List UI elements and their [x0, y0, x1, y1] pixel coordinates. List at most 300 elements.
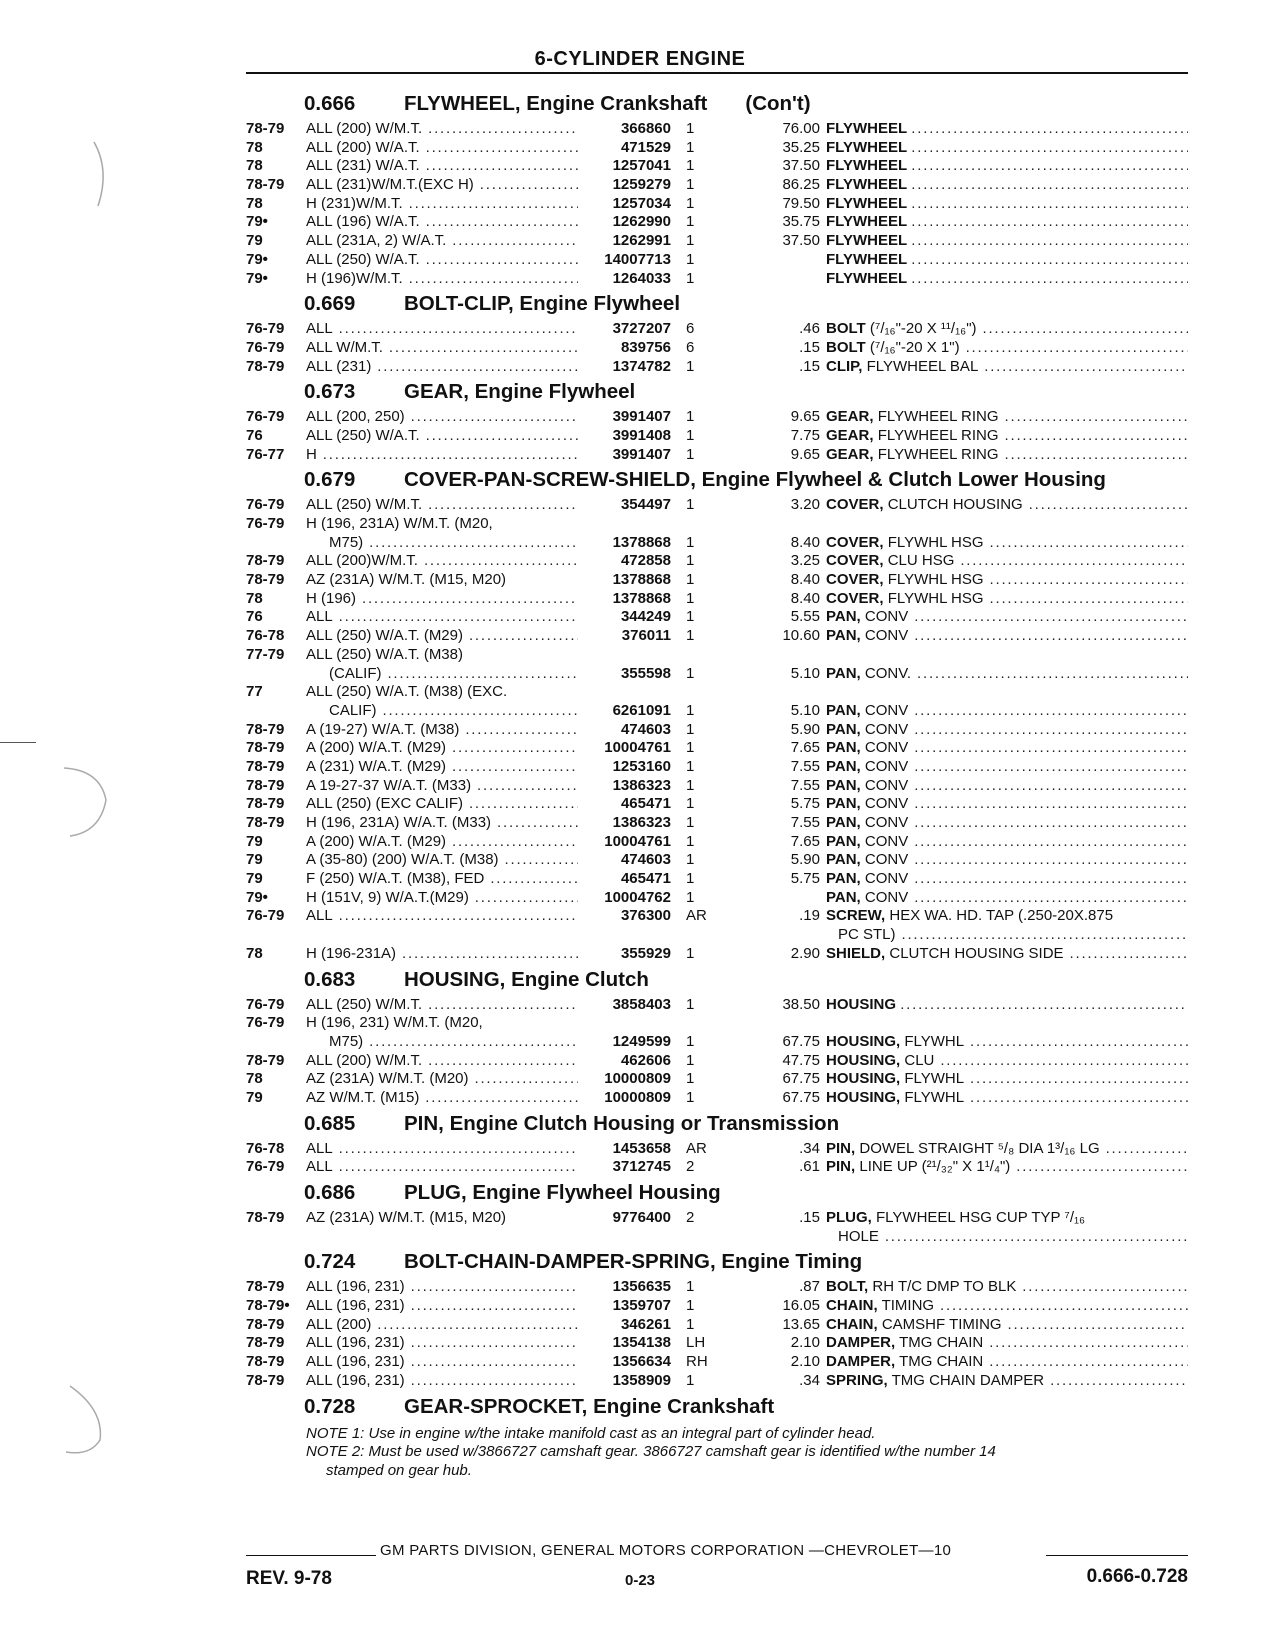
description-detail: FLYWHEEL RING: [877, 445, 999, 463]
model-year: 79: [246, 832, 263, 850]
part-number: 465471: [620, 870, 671, 888]
quantity: 1: [686, 445, 695, 463]
leader-dots: [908, 833, 1188, 850]
description: [826, 889, 1188, 908]
description-name: COVER,: [826, 496, 884, 514]
part-number: 1378868: [612, 589, 671, 607]
quantity: 1: [686, 870, 695, 888]
model-year: 78-79: [246, 120, 285, 137]
description-detail: FLYWHEEL HSG CUP TYP ⁷/₁₆: [876, 1209, 1086, 1226]
section-title-text: BOLT-CHAIN-DAMPER-SPRING, Engine Timing: [404, 1250, 863, 1274]
description-name: HOUSING,: [826, 1032, 901, 1050]
model-year: 76-79: [246, 907, 285, 925]
parts-row: [246, 1353, 1188, 1372]
parts-row: [246, 1278, 1188, 1297]
description: [826, 590, 1188, 609]
description-name: COVER,: [826, 552, 884, 570]
description-name: DAMPER,: [826, 1353, 896, 1371]
application: [306, 683, 578, 702]
parts-row: [246, 213, 1188, 232]
application: [306, 646, 578, 665]
application: [306, 176, 578, 195]
quantity: 1: [686, 608, 695, 626]
description-detail: FLYWHL HSG: [887, 589, 984, 607]
application-text: ALL (200) W/M.T. .....: [306, 1052, 578, 1069]
price: 5.90: [790, 720, 820, 738]
footer-rule-left: [246, 1555, 376, 1556]
application: [306, 627, 578, 646]
price: 16.05: [782, 1297, 820, 1315]
price: 8.40: [790, 533, 820, 551]
application: [306, 889, 578, 908]
parts-row: [246, 795, 1188, 814]
model-year: 78-79: [246, 552, 285, 570]
model-year: 76-78: [246, 1139, 285, 1157]
application: [306, 515, 578, 534]
part-number: 10004761: [604, 832, 671, 850]
description-name: FLYWHEEL: [826, 269, 908, 287]
price: 37.50: [782, 157, 820, 175]
leader-dots: [911, 213, 1188, 230]
parts-row: [246, 320, 1188, 339]
description-name: FLYWHEEL: [826, 176, 908, 194]
model-year: 79: [246, 232, 263, 250]
description-name: COVER,: [826, 571, 884, 589]
description-name: PAN,: [826, 664, 861, 682]
model-year: 76-79: [246, 515, 285, 532]
parts-row: [246, 195, 1188, 214]
part-number: 1386323: [612, 776, 671, 794]
header-rule: [246, 72, 1188, 74]
note-2-continued: stamped on gear hub.: [326, 1461, 472, 1479]
application-text: ALL .....: [306, 320, 578, 337]
leader-dots: [999, 408, 1188, 425]
model-year: 78-79: [246, 571, 285, 589]
model-year: 76-77: [246, 445, 285, 463]
quantity: 1: [686, 1371, 695, 1389]
description: [826, 339, 1188, 358]
application-text: M75) .....: [329, 1033, 578, 1050]
parts-row: [246, 1158, 1188, 1177]
description: [826, 1372, 1188, 1391]
leader-dots: [960, 339, 1188, 356]
application: [306, 1278, 578, 1297]
price: 10.60: [782, 627, 820, 645]
description-name: PAN,: [826, 888, 861, 906]
application: [306, 795, 578, 814]
quantity: 1: [686, 357, 695, 375]
application-text: CALIF) .....: [329, 702, 578, 719]
description: [826, 496, 1188, 515]
application: [306, 739, 578, 758]
model-year: 79•: [246, 250, 268, 268]
description-detail: TIMING: [881, 1297, 935, 1315]
leader-dots: [983, 1334, 1188, 1351]
application-text: ALL (200)W/M.T. .....: [306, 552, 578, 569]
application-text: ALL .....: [306, 608, 578, 625]
application-text: ALL (250) W/M.T. .....: [306, 996, 578, 1013]
application: [306, 1014, 578, 1033]
application-text: H (196) .....: [306, 590, 578, 607]
price: 37.50: [782, 232, 820, 250]
application: [306, 339, 578, 358]
parts-row: [246, 1372, 1188, 1391]
model-year: 79: [246, 870, 263, 888]
part-number: 1249599: [612, 1032, 671, 1050]
part-number: 344249: [620, 608, 671, 626]
description-detail: CONV: [864, 608, 909, 626]
quantity: RH: [686, 1353, 708, 1371]
parts-row: [246, 646, 1188, 665]
description: [826, 358, 1188, 377]
quantity: 1: [686, 194, 695, 212]
application: [306, 320, 578, 339]
part-number: 1354138: [612, 1334, 671, 1352]
description-detail: TMG CHAIN DAMPER: [891, 1371, 1045, 1389]
description-name: PAN,: [826, 701, 861, 719]
model-year: 76: [246, 608, 263, 626]
model-year: 78-79: [246, 1315, 285, 1333]
quantity: 1: [686, 1315, 695, 1333]
price: 8.40: [790, 589, 820, 607]
parts-row: [246, 683, 1188, 702]
price: 5.75: [790, 870, 820, 888]
application-text: ALL .....: [306, 1140, 578, 1157]
description: [826, 833, 1188, 852]
application: [306, 907, 578, 926]
part-number: 3991407: [612, 445, 671, 463]
leader-dots: [908, 795, 1188, 812]
parts-listing: [246, 88, 1188, 1480]
section-number: 0.666: [304, 92, 356, 115]
price: .15: [799, 1209, 820, 1226]
leader-dots: [984, 534, 1188, 551]
part-number: 1378868: [612, 571, 671, 589]
quantity: 1: [686, 739, 695, 757]
price: 67.75: [782, 1032, 820, 1050]
binder-hole-mark: [60, 1380, 120, 1460]
application: [306, 427, 578, 446]
description: [826, 702, 1188, 721]
description: [826, 1297, 1188, 1316]
application-text: H (196, 231A) W/M.T. (M20,: [306, 515, 493, 532]
description-name: SPRING,: [826, 1371, 888, 1389]
application-text: ALL .....: [306, 1158, 578, 1175]
description-name: PAN,: [826, 608, 861, 626]
application: [306, 1297, 578, 1316]
page-number: 0-23: [624, 1572, 656, 1589]
description: [838, 1228, 1188, 1247]
price: 5.10: [790, 701, 820, 719]
price: 5.55: [790, 608, 820, 626]
description-name: HOUSING,: [826, 1051, 901, 1069]
description-name: HOUSING: [826, 995, 897, 1013]
description: [826, 251, 1188, 270]
description-name: PAN,: [826, 627, 861, 645]
application: [329, 1033, 578, 1052]
leader-dots: [911, 120, 1188, 137]
leader-dots: [984, 571, 1188, 588]
section-heading: [246, 376, 1188, 408]
application-text: H .....: [306, 446, 578, 463]
quantity: 1: [686, 176, 695, 194]
description-detail: FLYWHL HSG: [887, 571, 984, 589]
part-number: 1356634: [612, 1353, 671, 1371]
quantity: 1: [686, 426, 695, 444]
application-text: ALL (231) .....: [306, 358, 578, 375]
description: [826, 608, 1188, 627]
model-year: 79•: [246, 888, 268, 906]
description-detail: CLUTCH HOUSING SIDE: [889, 944, 1064, 962]
part-number: 3991407: [612, 408, 671, 426]
description-detail: FLYWHEEL RING: [877, 408, 999, 426]
leader-dots: [911, 665, 1188, 682]
application-text: ALL (196, 231) .....: [306, 1334, 578, 1351]
application: [306, 270, 578, 289]
description: [826, 1209, 1188, 1228]
section-title: [404, 1391, 774, 1423]
price: 3.25: [790, 552, 820, 570]
price: 47.75: [782, 1051, 820, 1069]
application: [306, 496, 578, 515]
leader-dots: [964, 1089, 1188, 1106]
leader-dots: [999, 427, 1188, 444]
leader-dots: [1100, 1140, 1188, 1157]
application-text: ALL (200) W/M.T. .....: [306, 120, 578, 137]
section-title-text: GEAR, Engine Flywheel: [404, 380, 636, 404]
leader-dots: [908, 739, 1188, 756]
description: [826, 1052, 1188, 1071]
part-number: 3991408: [612, 426, 671, 444]
quantity: 1: [686, 1088, 695, 1106]
description: [838, 926, 1188, 945]
model-year: 78-79: [246, 357, 285, 375]
application-text: ALL (231) W/A.T. .....: [306, 157, 578, 174]
application-text: ALL .....: [306, 907, 578, 924]
section-title: [404, 1177, 721, 1209]
parts-row: [246, 721, 1188, 740]
part-number: 6261091: [612, 701, 671, 719]
section-title: [404, 288, 680, 320]
application: [306, 1209, 578, 1228]
parts-row: [246, 665, 1188, 684]
model-year: 76: [246, 426, 263, 444]
description: [826, 157, 1188, 176]
model-year: 78-79: [246, 1278, 285, 1296]
leader-dots: [908, 870, 1188, 887]
parts-row: [246, 739, 1188, 758]
model-year: 78: [246, 944, 263, 962]
description-name: HOUSING,: [826, 1088, 901, 1106]
description-detail: CONV: [864, 720, 909, 738]
section-title: [404, 1246, 862, 1278]
description: [826, 739, 1188, 758]
part-number: 10000809: [604, 1070, 671, 1088]
quantity: 1: [686, 250, 695, 268]
model-year: 78-79: [246, 814, 285, 831]
parts-row: [246, 339, 1188, 358]
part-number: 366860: [620, 120, 671, 137]
leader-dots: [911, 232, 1188, 249]
application: [306, 571, 578, 590]
model-year: 78-79: [246, 1334, 285, 1352]
part-number: 1453658: [612, 1139, 671, 1157]
leader-dots: [954, 552, 1188, 569]
parts-row: [246, 446, 1188, 465]
section-title-text: PLUG, Engine Flywheel Housing: [404, 1181, 721, 1204]
leader-dots: [1064, 945, 1188, 962]
price: 79.50: [782, 194, 820, 212]
section-heading: [246, 1177, 1188, 1209]
section-heading: [246, 88, 1188, 120]
description-name: GEAR,: [826, 426, 874, 444]
description-name: PAN,: [826, 739, 861, 757]
quantity: 1: [686, 888, 695, 906]
price: 13.65: [782, 1315, 820, 1333]
description: [826, 758, 1188, 777]
section-number: 0.679: [304, 468, 356, 492]
application: [306, 251, 578, 270]
price: 7.75: [790, 426, 820, 444]
application: [306, 1372, 578, 1391]
price: 7.55: [790, 757, 820, 775]
parts-row: [246, 814, 1188, 833]
section-title-text: PIN, Engine Clutch Housing or Transmission: [404, 1111, 840, 1135]
leader-dots: [1002, 1316, 1188, 1333]
binder-hole-mark: [92, 140, 112, 210]
leader-dots: [983, 1353, 1188, 1370]
parts-row: [246, 590, 1188, 609]
model-year: 78-79: [246, 795, 285, 813]
parts-row: [246, 889, 1188, 908]
description-detail: TMG CHAIN: [899, 1353, 984, 1371]
quantity: 1: [686, 120, 695, 137]
notes-block: [246, 1425, 1188, 1481]
part-number: 10004762: [604, 888, 671, 906]
leader-dots: [911, 251, 1188, 268]
part-number: 1359707: [612, 1297, 671, 1315]
model-year: 76-79: [246, 408, 285, 426]
description-detail: CONV: [864, 776, 909, 794]
description-detail: TMG CHAIN: [899, 1334, 984, 1352]
description: [826, 320, 1188, 339]
model-year: 78: [246, 157, 263, 175]
application: [306, 777, 578, 796]
description-detail: FLYWHL: [904, 1088, 965, 1106]
part-number: 9776400: [612, 1209, 671, 1226]
section-number: 0.686: [304, 1181, 356, 1204]
application-text: ALL (196, 231) .....: [306, 1297, 578, 1314]
description: [826, 870, 1188, 889]
description-name: PAN,: [826, 814, 861, 831]
application: [306, 157, 578, 176]
parts-row: [246, 758, 1188, 777]
description: [826, 814, 1188, 833]
price: 5.90: [790, 851, 820, 869]
description-name: SCREW,: [826, 907, 886, 925]
part-number: 474603: [620, 720, 671, 738]
part-number: 474603: [620, 851, 671, 869]
parts-row: [246, 996, 1188, 1015]
section-title-text: COVER-PAN-SCREW-SHIELD, Engine Flywheel & Clutch Lower Housing: [404, 468, 1106, 492]
description-detail: FLYWHEEL BAL: [866, 357, 979, 375]
description-name: FLYWHEEL: [826, 232, 908, 250]
leader-dots: [934, 1297, 1188, 1314]
model-year: 79•: [246, 213, 268, 231]
description-name: PAN,: [826, 720, 861, 738]
description-name: PIN,: [826, 1158, 856, 1176]
leader-dots: [934, 1052, 1188, 1069]
description-name: PAN,: [826, 870, 861, 888]
application-text: F (250) W/A.T. (M38), FED .....: [306, 870, 578, 887]
application-text: A (19-27) W/A.T. (M38) .....: [306, 721, 578, 738]
model-year: 78-79: [246, 776, 285, 794]
quantity: 1: [686, 232, 695, 250]
leader-dots: [1044, 1372, 1188, 1389]
parts-row: [246, 851, 1188, 870]
application-text: A (200) W/A.T. (M29) .....: [306, 739, 578, 756]
description: [826, 176, 1188, 195]
description-detail: HOLE: [838, 1227, 879, 1245]
description-detail: FLYWHEEL RING: [877, 426, 999, 444]
model-year: 78-79: [246, 1371, 285, 1389]
application-text: ALL (250) W/A.T. .....: [306, 251, 578, 268]
price: 76.00: [782, 120, 820, 137]
parts-row: [246, 1140, 1188, 1159]
leader-dots: [908, 627, 1188, 644]
quantity: 1: [686, 664, 695, 682]
description-name: PAN,: [826, 851, 861, 869]
part-number: 1257034: [612, 194, 671, 212]
description-name: PLUG,: [826, 1209, 872, 1226]
application: [306, 1089, 578, 1108]
application: [306, 1052, 578, 1071]
description-detail: FLYWHL HSG: [887, 533, 984, 551]
part-number: 10004761: [604, 739, 671, 757]
price: 5.75: [790, 795, 820, 813]
description-name: FLYWHEEL: [826, 138, 908, 156]
section-title: [404, 464, 1106, 496]
parts-row: [246, 408, 1188, 427]
application-text: H (151V, 9) W/A.T.(M29) .....: [306, 889, 578, 906]
note-2: NOTE 2: Must be used w/3866727 camshaft gear. 3866727 camshaft gear is identified w/the number 14: [306, 1443, 996, 1460]
application-text: ALL (196, 231) .....: [306, 1353, 578, 1370]
description-name: GEAR,: [826, 408, 874, 426]
price: 3.20: [790, 496, 820, 514]
price: .34: [799, 1371, 820, 1389]
application-text: ALL (250) W/M.T. .....: [306, 496, 578, 513]
description: [826, 408, 1188, 427]
parts-row: [246, 176, 1188, 195]
model-year: 78: [246, 138, 263, 156]
model-year: 78: [246, 194, 263, 212]
description: [826, 1353, 1188, 1372]
description-detail: DOWEL STRAIGHT ⁵/₈ DIA 1³/₁₆ LG: [859, 1139, 1100, 1157]
model-year: 77: [246, 683, 263, 701]
section-title: [404, 88, 811, 120]
binder-hole-mark: [60, 760, 120, 840]
quantity: 1: [686, 627, 695, 645]
parts-row: [246, 945, 1188, 964]
leader-dots: [908, 851, 1188, 868]
application-text: ALL (250) W/A.T. (M38): [306, 645, 463, 663]
part-number: 465471: [620, 795, 671, 813]
application-text: ALL (231A, 2) W/A.T. .....: [306, 232, 578, 249]
description: [826, 851, 1188, 870]
section-title-text: GEAR-SPROCKET, Engine Crankshaft: [404, 1394, 775, 1418]
description-detail: (⁷/₁₆"-20 X ¹¹/₁₆"): [869, 320, 977, 338]
description-name: HOUSING,: [826, 1070, 901, 1088]
